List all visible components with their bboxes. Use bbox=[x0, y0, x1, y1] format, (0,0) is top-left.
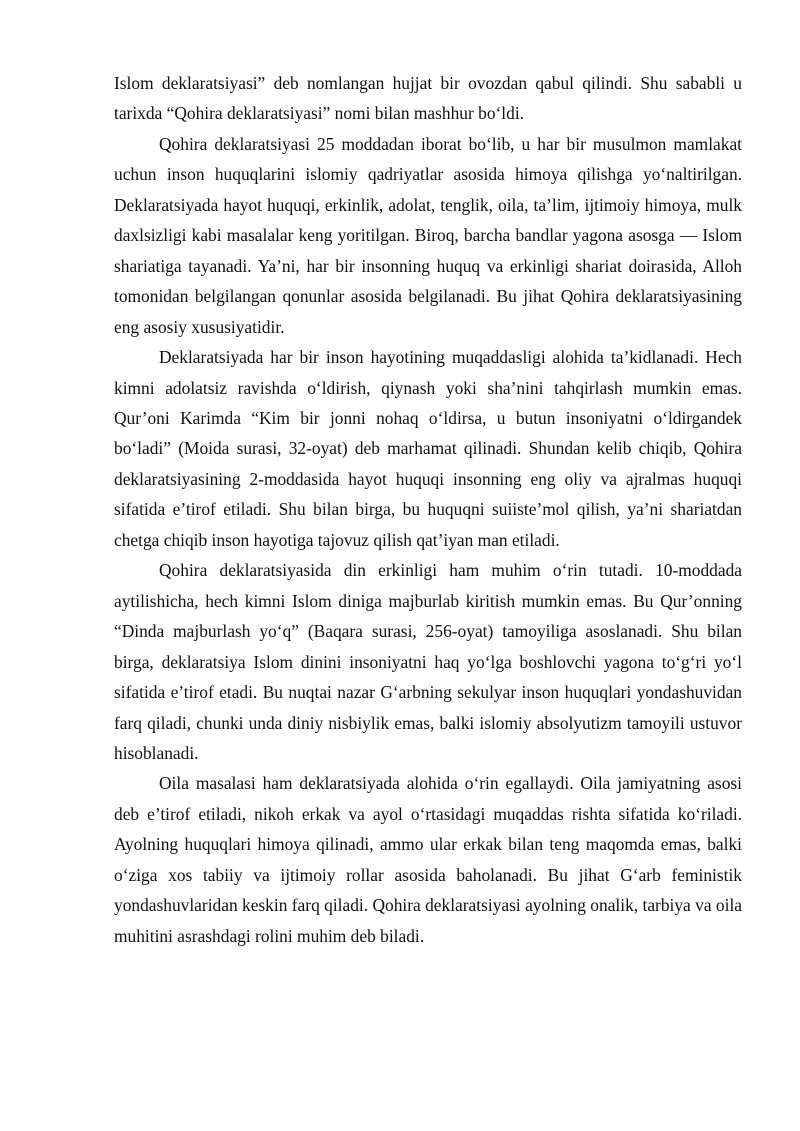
paragraph-family: Oila masalasi ham deklaratsiyada alohida o‘rin egallaydi. Oila jamiyatning asosi deb e’tirof etiladi, nikoh erkak va ayol o‘rtasidagi muqaddas rishta sifatida ko‘riladi. Ayolning huquqlari himoya qilinadi, ammo ular erkak bilan teng maqomda emas, balki o‘ziga xos tabiiy va ijtimoiy rollar asosida baholanadi. Bu jihat G‘arb feministik yondashuvlaridan keskin farq qiladi. Qohira deklaratsiyasi ayolning onalik, tarbiya va oila muhitini asrashdagi rolini muhim deb biladi. bbox=[114, 773, 742, 946]
paragraph-right-to-life: Deklaratsiyada har bir inson hayotining muqaddasligi alohida ta’kidlanadi. Hech kimni adolatsiz ravishda o‘ldirish, qiynash yoki sha’nini tahqirlash mumkin emas. Qur’oni Karimda “Kim bir jonni nohaq o‘ldirsa, u butun insoniyatni o‘ldirgandek bo‘ladi” (Moida surasi, 32-oyat) deb marhamat qilinadi. Shundan kelib chiqib, Qohira deklaratsiyasining 2-moddasida hayot huquqi insonning eng oliy va ajralmas huquqi sifatida e’tirof etiladi. Shu bilan birga, bu huquqni suiiste’mol qilish, ya’ni shariatdan chetga chiqib inson hayotiga tajovuz qilish qat’iyan man etiladi. bbox=[114, 347, 742, 550]
paragraph-cairo-declaration-structure: Qohira deklaratsiyasi 25 moddadan iborat bo‘lib, u har bir musulmon mamlakat uchun inson huquqlarini islomiy qadriyatlar asosida himoya qilishga yo‘naltirilgan. Deklaratsiyada hayot huquqi, erkinlik, adolat, tenglik, oila, ta’lim, ijtimoiy himoya, mulk daxlsizligi kabi masalalar keng yoritilgan. Biroq, barcha bandlar yagona asosga — Islom shariatiga tayanadi. Ya’ni, har bir insonning huquq va erkinligi shariat doirasida, Alloh tomonidan belgilangan qonunlar asosida belgilanadi. Bu jihat Qohira deklaratsiyasining eng asosiy xususiyatidir. bbox=[114, 133, 742, 337]
document-page bbox=[114, 68, 742, 951]
paragraph-freedom-of-religion: Qohira deklaratsiyasida din erkinligi ham muhim o‘rin tutadi. 10-moddada aytilishicha, hech kimni Islom diniga majburlab kiritish mumkin emas. Bu Qur’onning “Dinda majburlash yo‘q” (Baqara surasi, 256-oyat) tamoyiliga asoslanadi. Shu bilan birga, deklaratsiya Islom dinini insoniyatni haq yo‘lga boshlovchi yagona to‘g‘ri yo‘l sifatida e’tirof etadi. Bu nuqtai nazar G‘arbning sekulyar inson huquqlari yondashuvidan farq qiladi, chunki unda diniy nisbiylik emas, balki islomiy absolyutizm tamoyili ustuvor hisoblanadi. bbox=[114, 560, 742, 763]
paragraph-continuation: Islom deklaratsiyasi” deb nomlangan hujjat bir ovozdan qabul qilindi. Shu sababli u tarixda “Qohira deklaratsiyasi” nomi bilan mashhur bo‘ldi. bbox=[114, 73, 742, 124]
